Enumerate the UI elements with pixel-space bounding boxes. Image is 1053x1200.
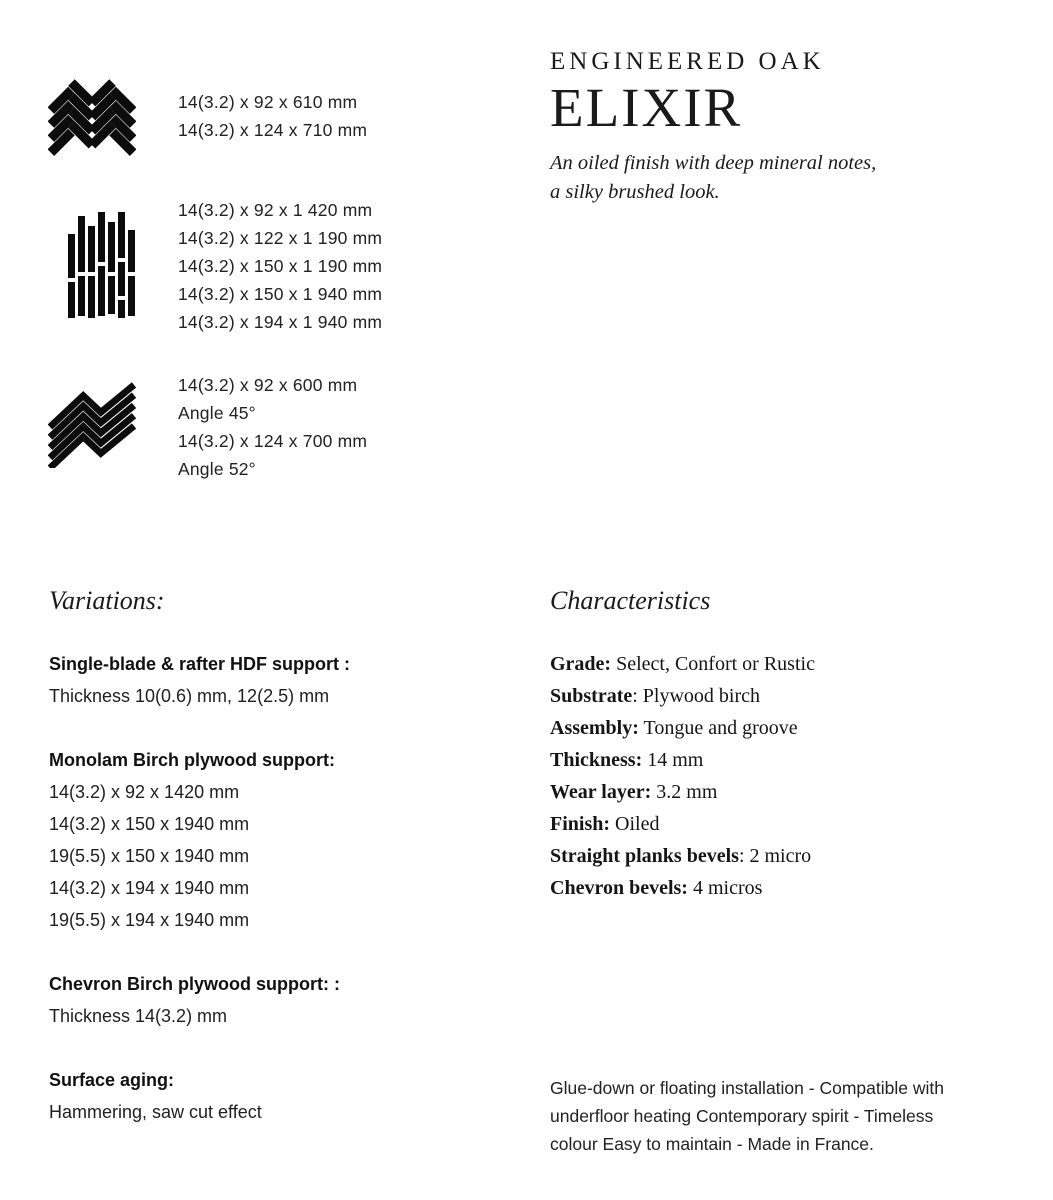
- variation-line: 14(3.2) x 150 x 1940 mm: [49, 814, 250, 834]
- variation-line: 19(5.5) x 194 x 1940 mm: [49, 910, 250, 930]
- format-straight-planks-dimensions: [178, 196, 382, 336]
- characteristic-label: Finish:: [550, 813, 611, 835]
- tagline-line: a silky brushed look.: [550, 181, 720, 203]
- characteristic-row: [550, 840, 815, 872]
- characteristic-value: 4 micros: [687, 877, 763, 899]
- collection-name: ENGINEERED OAK: [550, 48, 825, 75]
- herringbone-icon: [48, 76, 136, 162]
- variation-line: Thickness 14(3.2) mm: [49, 1006, 228, 1026]
- format-herringbone-dimensions: [178, 88, 367, 144]
- tagline-line: An oiled finish with deep mineral notes,: [550, 152, 877, 174]
- variation-section-surface-aging: [49, 1064, 262, 1128]
- variation-heading: Monolam Birch plywood support:: [49, 750, 335, 770]
- variation-line: 14(3.2) x 194 x 1940 mm: [49, 878, 250, 898]
- characteristics-heading: Characteristics: [550, 586, 711, 615]
- characteristic-row: [550, 808, 815, 840]
- format-chevron-dimensions: [178, 371, 367, 483]
- variation-line: 19(5.5) x 150 x 1940 mm: [49, 846, 250, 866]
- title-block: [550, 48, 876, 207]
- characteristic-label: Grade:: [550, 653, 612, 675]
- variations-heading: Variations:: [49, 586, 165, 615]
- product-name: ELIXIR: [550, 77, 743, 138]
- dimension-line: 14(3.2) x 92 x 600 mm: [178, 375, 358, 395]
- characteristic-value: Select, Confort or Rustic: [611, 653, 815, 675]
- characteristic-value: : Plywood birch: [632, 685, 761, 707]
- straight-planks-icon: [68, 210, 136, 318]
- dimension-line: 14(3.2) x 92 x 1 420 mm: [178, 200, 373, 220]
- installation-note: Glue-down or floating installation - Compatible with underfloor heating Contemporary spirit - Timeless colour Easy to maintain - Made in France.: [550, 1078, 944, 1154]
- characteristic-value: : 2 micro: [738, 845, 812, 867]
- characteristic-row: [550, 872, 815, 904]
- characteristic-label: Wear layer:: [550, 781, 652, 803]
- dimension-line: 14(3.2) x 92 x 610 mm: [178, 92, 358, 112]
- characteristic-label: Thickness:: [550, 749, 643, 771]
- dimension-line: 14(3.2) x 124 x 700 mm: [178, 431, 368, 451]
- dimension-line: 14(3.2) x 122 x 1 190 mm: [178, 228, 383, 248]
- variation-heading: Surface aging:: [49, 1070, 175, 1090]
- characteristic-label: Substrate: [550, 685, 633, 707]
- variation-heading: Single-blade & rafter HDF support :: [49, 654, 351, 674]
- dimension-line: Angle 52°: [178, 459, 256, 479]
- variation-line: Thickness 10(0.6) mm, 12(2.5) mm: [49, 686, 330, 706]
- characteristic-value: 3.2 mm: [651, 781, 718, 803]
- product-tagline: [550, 149, 876, 207]
- dimension-line: 14(3.2) x 124 x 710 mm: [178, 120, 368, 140]
- dimension-line: 14(3.2) x 150 x 1 940 mm: [178, 284, 383, 304]
- variation-section-chevron: [49, 968, 340, 1032]
- characteristic-value: 14 mm: [642, 749, 704, 771]
- dimension-line: 14(3.2) x 194 x 1 940 mm: [178, 312, 383, 332]
- variation-line: 14(3.2) x 92 x 1420 mm: [49, 782, 240, 802]
- variation-line: Hammering, saw cut effect: [49, 1102, 262, 1122]
- dimension-line: 14(3.2) x 150 x 1 190 mm: [178, 256, 383, 276]
- variation-section-hdf: [49, 648, 350, 712]
- characteristic-row: [550, 712, 815, 744]
- characteristic-label: Straight planks bevels: [550, 845, 739, 867]
- dimension-line: Angle 45°: [178, 403, 256, 423]
- chevron-icon: [48, 382, 136, 468]
- variation-section-monolam: [49, 744, 335, 936]
- characteristic-row: [550, 744, 815, 776]
- characteristic-value: Tongue and groove: [638, 717, 798, 739]
- characteristic-row: [550, 680, 815, 712]
- variation-heading: Chevron Birch plywood support: :: [49, 974, 340, 994]
- characteristic-label: Chevron bevels:: [550, 877, 688, 899]
- characteristics-list: [550, 648, 815, 904]
- characteristic-row: [550, 776, 815, 808]
- characteristic-label: Assembly:: [550, 717, 639, 739]
- characteristic-value: Oiled: [610, 813, 660, 835]
- characteristic-row: [550, 648, 815, 680]
